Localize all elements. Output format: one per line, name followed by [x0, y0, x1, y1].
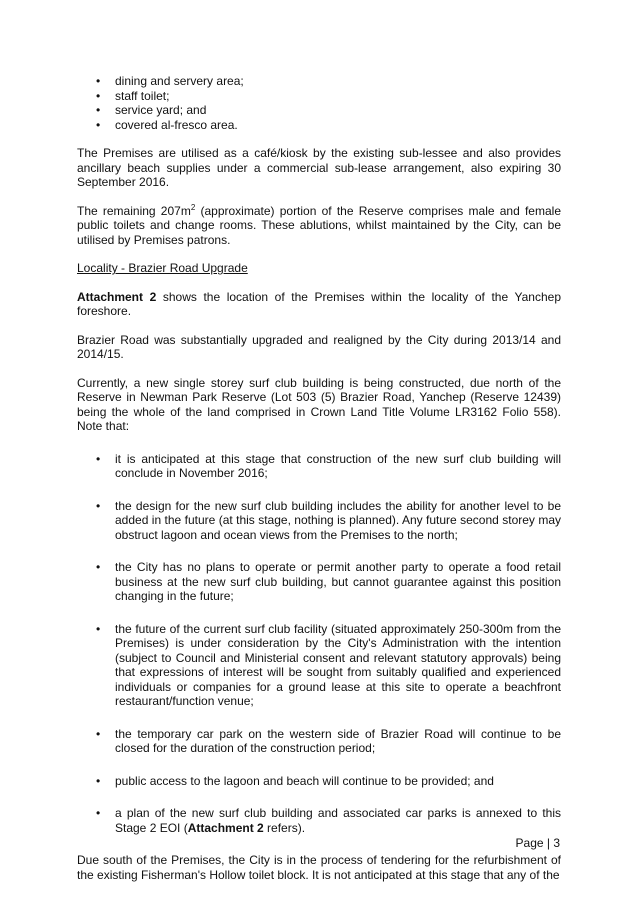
attachment-reference: Attachment 2	[187, 820, 264, 835]
list-item: • the temporary car park on the western side of Brazier Road will continue to be closed for the duration of the construction period;	[77, 727, 561, 756]
note-text-end: refers).	[263, 820, 306, 835]
list-item: • the future of the current surf club facility (situated approximately 250-300m from the Premises) is under consideration by the City's Administration with the intention (subject to Council and Ministerial consent and relevant statutory approvals) being that expressions of interest will be sought from suitably qualified and experienced individuals or companies for a ground lease at this site to operate a beachfront restaurant/function venue;	[77, 622, 561, 709]
list-item: • dining and servery area;	[77, 74, 561, 89]
paragraph-currently: Currently, a new single storey surf club building is being constructed, due north of the Reserve in Newman Park Reserve (Lot 503 (5) Brazier Road, Yanchep (Reserve 12439) being the whole of the land comprised in Crown Land Title Volume LR3162 Folio 558). Note that:	[77, 375, 561, 433]
list-item: • the design for the new surf club building includes the ability for another level to be added in the future (at this stage, nothing is planned). Any future second storey may obstruct lagoon and ocean views from the Premises to the north;	[77, 499, 561, 543]
area-text: The remaining 207m	[77, 203, 191, 218]
page-number: Page | 3	[515, 836, 560, 850]
facilities-list	[77, 74, 561, 132]
attachment-text: shows the location of the Premises within the locality of the Yanchep foreshore.	[77, 289, 561, 318]
list-item: • staff toilet;	[77, 89, 561, 104]
list-item: • it is anticipated at this stage that construction of the new surf club building will conclude in November 2016;	[77, 452, 561, 481]
remaining-text: (approximate) portion of the Reserve comprises male and female public toilets and change rooms. These ablutions, whilst maintained by the City, can be utilised by Premises patrons.	[77, 203, 561, 247]
attachment-reference: Attachment 2	[77, 289, 157, 304]
section-heading: Locality - Brazier Road Upgrade	[77, 261, 248, 275]
paragraph-attachment	[77, 290, 561, 319]
paragraph-premises: The Premises are utilised as a café/kiosk by the existing sub-lessee and also provides ancillary beach supplies under a commercial sub-lease arrangement, also expiring 30 September 2016.	[77, 146, 561, 189]
paragraph-brazier: Brazier Road was substantially upgraded and realigned by the City during 2013/14 and 2014/15.	[77, 332, 561, 361]
list-item: • covered al-fresco area.	[77, 118, 561, 133]
paragraph-remaining	[77, 204, 561, 248]
note-text: a plan of the new surf club building and associated car parks is annexed to this Stage 2 EOI (	[115, 806, 561, 835]
list-item: • service yard; and	[77, 103, 561, 118]
list-item: • public access to the lagoon and beach will continue to be provided; and	[77, 774, 561, 789]
list-item: • the City has no plans to operate or permit another party to operate a food retail business at the new surf club building, but cannot guarantee against this position changing in the future;	[77, 560, 561, 604]
notes-list	[77, 452, 561, 836]
page-content	[77, 74, 561, 882]
list-item	[77, 806, 561, 835]
superscript: 2	[190, 202, 196, 212]
paragraph-south: Due south of the Premises, the City is in the process of tendering for the refurbishment of the existing Fisherman's Hollow toilet block. It is not anticipated at this stage that any of the	[77, 853, 561, 882]
